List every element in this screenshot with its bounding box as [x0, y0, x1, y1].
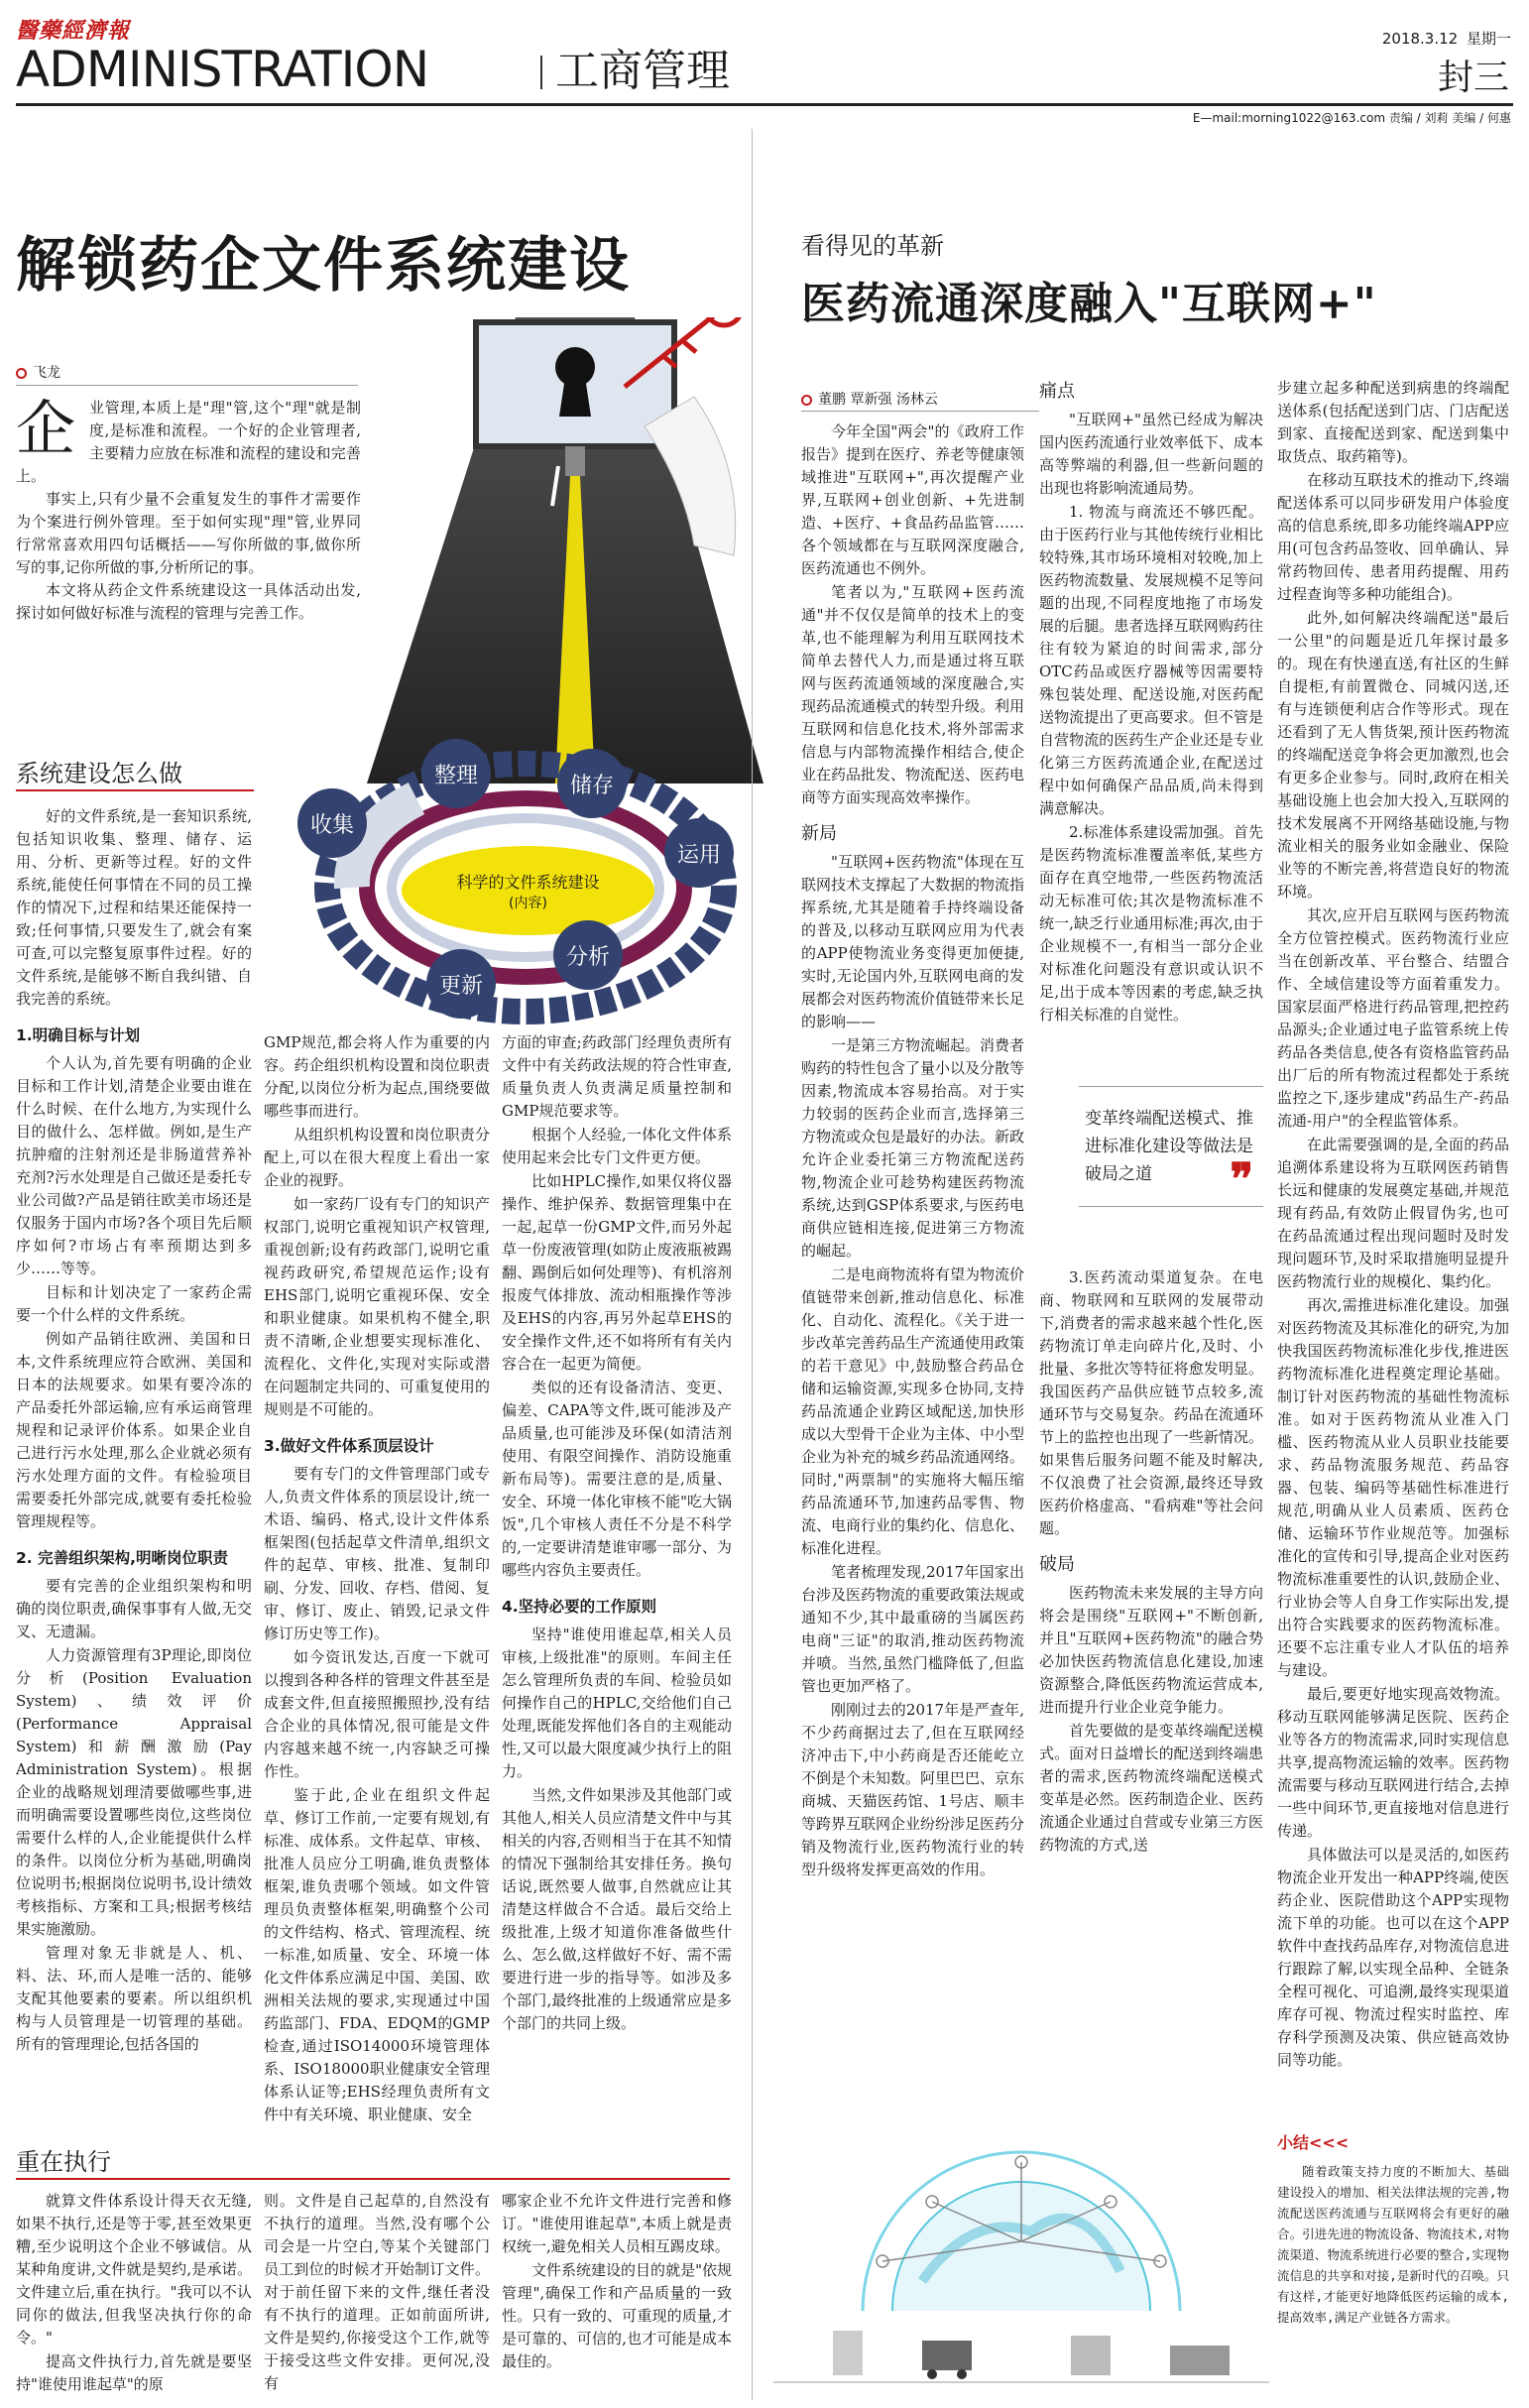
bottom-col-1: [16, 2190, 252, 2400]
section-english: ADMINISTRATION: [16, 41, 429, 98]
truck-icon: [922, 2341, 972, 2370]
stage-update: 更新: [426, 949, 496, 1019]
paragraph: 3.医药流动渠道复杂。在电商、物联网和互联网的发展带动下,消费者的需求越来越个性化,医药物流订单走向碎片化,及时、小批量、多批次等特征将愈发明显。我国医药产品供应链节点较多,流通环节与交易复杂。药品在流通环节上的监控也出现了一些新情况。如果售后服务问题不能及时解决,不仅浪费了社会资源,最终还导致医药价格虚高、"看病难"等社会问题。: [1039, 1268, 1263, 1537]
masthead-rule: [16, 103, 1513, 106]
paragraph: 就算文件体系设计得天衣无缝,如果不执行,还是等于零,甚至效果更糟,至少说明这个企业不够诚信。从某种角度讲,文件就是契约,是承诺。文件建立后,重在执行。"我可以不认同你的做法,但我坚决执行你的命令。": [16, 2192, 252, 2347]
paragraph: 从组织机构设置和岗位职责分配上,可以在很大程度上看出一家企业的视野。: [264, 1126, 490, 1189]
pull-quote: [1079, 1086, 1263, 1207]
section-header-execute: 重在执行: [16, 2148, 111, 2176]
paragraph: 类似的还有设备清洁、变更、偏差、CAPA等文件,既可能涉及产品质量,也可能涉及环保(如清洁剂使用、有限空间操作、消防设施重新布局等)。需要注意的是,质量、安全、环境一体化审核不能"吃大锅饭",几个审核人责任不分是不科学的,一定要讲清楚谁审哪一部分、为哪些内容负主要责任。: [502, 1379, 732, 1579]
left-lead: [16, 397, 361, 625]
section-header-rule-2: [16, 2178, 730, 2180]
paragraph: 首先要做的是变革终端配送模式。面对日益增长的配送到终端患者的需求,医药物流终端配送模式变革是必然。医药制造企业、医药流通企业通过自营或专业第三方医药物流的方式,送: [1039, 1722, 1263, 1854]
stage-analyze: 分析: [553, 920, 623, 990]
left-headline: 解锁药企文件系统建设: [16, 231, 631, 301]
globe-illustration: [773, 2093, 1269, 2405]
paragraph: 个人认为,首先要有明确的企业目标和工作计划,清楚企业要由谁在什么时候、在什么地方,为实现什么目的做什么、怎样做。例如,是生产抗肿瘤的注射剂还是非肠道营养补充剂?污水处理是自己做还是委托专业公司做?产品是销往欧美市场还是仅服务于国内市场?各个项目先后顺序如何?市场占有率预期达到多少……等等。: [16, 1054, 252, 1277]
bottom-col-3: [502, 2190, 732, 2400]
stage-organize: 整理: [421, 739, 491, 808]
stage-store: 储存: [557, 749, 627, 818]
paragraph: "互联网+医药物流"体现在互联网技术支撑起了大数据的物流指挥系统,尤其是随着手持终端设备的普及,以移动互联网应用为代表的APP使物流业务变得更加便捷,实时,无论国内外,互联网电商的发展都会对医药物流价值链带来长足的影响——: [801, 853, 1024, 1030]
summary-text: 随着政策支持力度的不断加大、基础建设投入的增加、相关法律法规的完善,物流配送医药流通与互联网将会有更好的融合。引进先进的物流设备、物流技术,对物流渠道、物流系统进行必要的整合,实现物流信息的共享和对接,是新时代的召唤。只有这样,才能更好地降低医药运输的成本,提高效率,满足产业链各方需求。: [1277, 2164, 1509, 2325]
subheading: 痛点: [1039, 381, 1075, 402]
paragraph: 哪家企业不允许文件进行完善和修订。"谁使用谁起草",本质上就是责权统一,避免相关人员相互踢皮球。: [502, 2192, 732, 2255]
page-number: 封三: [1437, 58, 1509, 98]
lead-first: 业管理,本质上是"理"管,这个"理"就是制度,是标准和流程。一个好的企业管理者,主要精力应放在标准和流程的建设和完善上。: [16, 399, 361, 485]
paragraph: 当然,文件如果涉及其他部门或其他人,相关人员应清楚文件中与其相关的内容,否则相当于在其不知情的情况下强制给其安排任务。换句话说,既然要人做事,自然就应让其清楚这样做合不合适。最后交给上级批准,上级才知道你准备做些什么、怎么做,这样做好不好、需不需要进行进一步的指导等。如涉及多个部门,最终批准的上级通常应是多个部门的共同上级。: [502, 1786, 732, 2032]
dropcap: 企: [16, 395, 75, 464]
weekday-text: 星期一: [1466, 30, 1511, 48]
box-icon: [1071, 2336, 1111, 2375]
medicine-bottle-icon: [833, 2331, 863, 2375]
section-header-rule: [16, 789, 254, 791]
paragraph: "互联网+"虽然已经成为解决国内医药流通行业效率低下、成本高等弊端的利器,但一些新问题的出现也将影响流通局势。: [1039, 411, 1263, 497]
cycle-diagram: [297, 739, 744, 1026]
diagram-center-sub: (内容): [509, 895, 547, 911]
paragraph: 最后,要更好地实现高效物流。移动互联网能够满足医院、医药企业等各方的物流需求,同时实现信息共享,提高物流运输的效率。医药物流需要与移动互联网进行结合,去掉一些中间环节,更直接地对信息进行传递。: [1277, 1685, 1509, 1840]
paragraph: 其次,应开启互联网与医药物流全方位管控模式。医药物流行业应当在创新改革、平台整合、结盟合作、全域信建设等方面着重发力。国家层面严格进行药品管理,把控药品源头;企业通过电子监管系统上传药品各类信息,使各有资格监管药品出厂后的所有物流过程都处于系统监控之下,逐步建成"药品生产-药品流通-用户"的全程监管体系。: [1277, 906, 1509, 1130]
paragraph: 具体做法可以是灵活的,如医药物流企业开发出一种APP终端,使医药企业、医院借助这个APP实现物流下单的功能。也可以在这个APP软件中查找药品库存,对物流信息进行跟踪了解,以实现全品种、全链条全程可视化、可追溯,最终实现渠道库存可视、物流过程实时监控、库存科学预测及决策、供应链高效协同等功能。: [1277, 1846, 1509, 2069]
paragraph: 再次,需推进标准化建设。加强对医药物流及其标准化的研究,为加快我国医药物流标准化步伐,推进医药物流标准化进程奠定理论基础。制订针对医药物流的基础性物流标准。如对于医药物流从业准入门槛、医药物流从业人员职业技能要求、药品物流服务规范、药品容器、包装、编码等基础性标准进行规范,明确从业人员素质、医药仓储、运输环节作业规范等。加强标准化的宣传和引导,提高企业对医药物流标准重要性的认识,鼓励企业、行业协会等人自身工作实际出发,提出符合实践要求的医药物流标准。还要不忘注重专业人才队伍的培养与建设。: [1277, 1296, 1509, 1679]
paragraph: 在移动互联技术的推动下,终端配送体系可以同步研发用户体验度高的信息系统,即多功能终端APP应用(可包含药品签收、回单确认、异常药物回传、患者用药提醒、用药过程查询等多种功能组合)。: [1277, 471, 1509, 603]
paragraph: GMP规范,都会将人作为重要的内容。药企组织机构设置和岗位职责分配,以岗位分析为起点,围绕要做哪些事而进行。: [264, 1033, 490, 1120]
paragraph: 一是第三方物流崛起。消费者购药的特性包含了量小以及分散等因素,物流成本容易抬高。对于实力较弱的医药企业而言,选择第三方物流或众包是最好的办法。新政允许企业委托第三方物流配送药物,物流企业可趁势构建医药物流系统,达到GSP体系要求,与医药电商供应链相连接,促进第三方物流的崛起。: [801, 1036, 1024, 1260]
summary-box: [1277, 2130, 1509, 2398]
pull-quote-text: 变革终端配送模式、推进标准化建设等做法是破局之道: [1085, 1109, 1253, 1184]
paragraph: 人力资源管理有3P理论,即岗位分析(Position Evaluation System)、绩效评价(Performance Appraisal System)和薪酬激励(Pay Administration System)。根据企业的战略规划理清要做哪些事,进而明确需要设置哪些岗位,这些岗位需要什么样的人,企业能提供什么样的条件。以岗位分析为基础,明确岗位说明书;根据岗位说明书,设计绩效考核指标、方案和工具;根据考核结果实施激励。: [16, 1646, 252, 1938]
subheading: 4.坚持必要的工作原则: [502, 1598, 657, 1616]
paragraph: 目标和计划决定了一家药企需要一个什么样的文件系统。: [16, 1283, 252, 1324]
paragraph: 二是电商物流将有望为物流价值链带来创新,推动信息化、标准化、自动化、流程化。《关于进一步改革完善药品生产流通使用政策的若干意见》中,鼓励整合药品仓储和运输资源,实现多仓协同,支持药品流通企业跨区域配送,加快形成以大型骨干企业为主体、中小型企业为补充的城乡药品流通网络。同时,"两票制"的实施将大幅压缩药品流通环节,加速药品零售、物流、电商行业的集约化、信息化、标准化进程。: [801, 1265, 1024, 1557]
paragraph: 步建立起多种配送到病患的终端配送体系(包括配送到门店、门店配送到家、直接配送到家、配送到集中取货点、取药箱等)。: [1277, 379, 1509, 465]
editor-line: E—mail:morning1022@163.com 责编 / 刘莉 美编 / 何惠: [1192, 111, 1511, 125]
section-header-system: 系统建设怎么做: [16, 760, 182, 787]
paragraph: 2.标准体系建设需加强。首先是医药物流标准覆盖率低,某些方面存在真空地带,一些医药物流活动无标准可依;其次是物流标准不统一,缺乏行业通用标准;再次,由于企业规模不一,有相当一部分企业对标准化问题没有意识或认识不足,出于成本等因素的考虑,缺乏执行相关标准的自觉性。: [1039, 823, 1263, 1023]
paragraph: 则。文件是自己起草的,自然没有不执行的道理。当然,没有哪个公司会是一片空白,等某个关键部门员工到位的时候才开始制订文件。对于前任留下来的文件,继任者没有不执行的道理。正如前面所讲,文件是契约,你接受这个工作,就等于接受这些文件安排。更何况,没有: [264, 2192, 490, 2392]
paragraph: 在此需要强调的是,全面的药品追溯体系建设将为互联网医药销售长远和健康的发展奠定基础,并规范现有药品,有效防止假冒伪劣,也可在药品流通过程出现问题时及时发现问题环节,及时采取措施明显提升医药物流行业的规模化、集约化。: [1277, 1136, 1509, 1290]
author-rule: [16, 385, 358, 386]
left-col-2: [264, 1031, 490, 2136]
right-col-2: [1039, 377, 1263, 2116]
paragraph: 根据个人经验,一体化文件体系使用起来会比专门文件更方便。: [502, 1126, 732, 1166]
paragraph: 笔者以为,"互联网+医药流通"并不仅仅是简单的技术上的变革,也不能理解为利用互联网技术简单去替代人力,而是通过将互联网与医药流通领域的深度融合,实现药品流通模式的转型升级。利用互联网和信息化技术,将外部需求信息与内部物流操作相结合,使企业在药品批发、物流配送、医药电商等方面实现高效率操作。: [801, 583, 1024, 806]
paragraph: 此外,如何解决终端配送"最后一公里"的问题是近几年探讨最多的。现在有快递直送,有社区的生鲜自提柜,有前置微仓、同城闪送,还有与连锁便利店合作等形式。现在还看到了无人售货架,预计医药物流的终端配送竞争将会更加激烈,也会有更多企业参与。同时,政府在相关基础设施上也会加大投入,互联网的技术发展离不开网络基础设施,与物流业相关的服务业如金融业、保险业等的不断完善,将营造良好的物流环境。: [1277, 609, 1509, 901]
left-author: 飞龙: [16, 362, 60, 382]
paragraph: 比如HPLC操作,如果仅将仪器操作、维护保养、数据管理集中在一起,起草一份GMP文件,而另外起草一份废液管理(如防止废液瓶被踢翻、踢倒后如何处理等)、有机溶剂报废气体排放、流动相瓶操作等涉及EHS的内容,再另外起草EHS的安全操作文件,还不如将所有有关内容合在一起更为简便。: [502, 1172, 732, 1373]
paragraph: 如今资讯发达,百度一下就可以搜到各种各样的管理文件甚至是成套文件,但直接照搬照抄,没有结合企业的具体情况,很可能是文件内容越来越不统一,内容缺乏可操作性。: [264, 1648, 490, 1780]
paragraph: 方面的审查;药政部门经理负责所有文件中有关药政法规的符合性审查,质量负责人负责满足质量控制和GMP规范要求等。: [502, 1033, 732, 1120]
subheading: 3.做好文件体系顶层设计: [264, 1437, 434, 1455]
summary-title: 小结<<<: [1277, 2133, 1350, 2152]
paragraph: 坚持"谁使用谁起草,相关人员审核,上级批准"的原则。车间主任怎么管理所负责的车间、检验员如何操作自己的HPLC,交给他们自己处理,既能发挥他们各自的主观能动性,又可以最大限度减少执行上的阻力。: [502, 1625, 732, 1780]
paragraph: 要有专门的文件管理部门或专人,负责文件体系的顶层设计,统一术语、编码、格式,设计文件体系框架图(包括起草文件清单,组织文件的起草、审核、批准、复制印刷、分发、回收、存档、借阅、复审、修订、废止、销毁,记录文件修订历史等工作)。: [264, 1465, 490, 1642]
left-col-1: [16, 805, 252, 2136]
subheading: 破局: [1039, 1554, 1075, 1575]
right-author-rule: [801, 411, 1039, 412]
right-headline: 医药流通深度融入"互联网+": [801, 279, 1377, 329]
author-marker-icon: [16, 368, 27, 379]
paragraph: 医药物流未来发展的主导方向将会是围绕"互联网+"不断创新,并且"互联网+医药物流"的融合势必加快医药物流信息化建设,加速资源整合,降低医药物流运营成本,进而提升行业企业竞争能力。: [1039, 1584, 1263, 1716]
paragraph: 笔者梳理发现,2017年国家出台涉及医药物流的重要政策法规或通知不少,其中最重磅的当属医药电商"三证"的取消,推动医药物流并喷。当然,虽然门槛降低了,但监管也更加严格了。: [801, 1563, 1024, 1695]
paragraph: 提高文件执行力,首先就是要坚持"谁使用谁起草"的原: [16, 2352, 252, 2393]
right-kicker: 看得见的革新: [801, 232, 944, 260]
paragraph: 鉴于此,企业在组织文件起草、修订工作前,一定要有规划,有标准、成体系。文件起草、审核、批准人员应分工明确,谁负责整体框架,谁负责哪个领域。如文件管理员负责整体框架,明确整个公司的文件结构、格式、管理流程、统一标准,如质量、安全、环境一体化文件体系应满足中国、美国、欧洲相关法规的要求,实现通过中国药监部门、FDA、EDQM的GMP检查,通过ISO14000环境管理体系、ISO18000职业健康安全管理体系认证等;EHS经理负责所有文件中有关环境、职业健康、安全: [264, 1786, 490, 2123]
masthead: [0, 0, 1529, 134]
quote-mark-icon: ❞: [1230, 1154, 1253, 1205]
subheading: 1.明确目标与计划: [16, 1026, 141, 1044]
subheading: 2. 完善组织架构,明晰岗位职责: [16, 1549, 228, 1567]
paragraph: 如一家药厂设有专门的知识产权部门,说明它重视知识产权管理,重视创新;设有药政部门,说明它重视药政研究,希望规范运作;设有EHS部门,说明它重视环保、安全和职业健康。如果机构不健全,职责不清晰,企业想要实现标准化、流程化、文件化,实现对实际或潜在问题制定共同的、可重复使用的规则是不可能的。: [264, 1195, 490, 1418]
section-divider: [540, 56, 542, 89]
paragraph: 好的文件系统,是一套知识系统,包括知识收集、整理、储存、运用、分析、更新等过程。好的文件系统,能使任何事情在不同的员工操作的情况下,过程和结果还能保持一致;任何事情,只要发生了,就会有案可查,可以完整复原事件过程。好的文件系统,是能够不断自我纠错、自我完善的系统。: [16, 807, 252, 1008]
paragraph: 今年全国"两会"的《政府工作报告》提到在医疗、养老等健康领域推进"互联网+",再次提醒产业界,互联网+创业创新、+先进制造、+医疗、+食品药品监管……各个领域都在与互联网深度融合,医药流通也不例外。: [801, 422, 1024, 577]
pills-icon: [1170, 2346, 1230, 2375]
paragraph: 文件系统建设的目的就是"依规管理",确保工作和产品质量的一致性。只有一致的、可重现的质量,才是可靠的、可信的,也才可能是成本最佳的。: [502, 2261, 732, 2370]
stage-collect: 收集: [297, 788, 367, 858]
keyhole-illustration: [367, 317, 764, 783]
stage-apply: 运用: [664, 818, 734, 888]
right-col-3: [1277, 377, 1509, 2127]
bottom-col-2: [264, 2190, 490, 2400]
issue-date: [1382, 28, 1511, 49]
paragraph: 1. 物流与商流还不够匹配。由于医药行业与其他传统行业相比较特殊,其市场环境相对较晚,加上医药物流数量、发展规模不足等问题的出现,不同程度地拖了市场发展的后腿。患者选择互联网购药往往有较为紧迫的时间需求,部分OTC药品或医疗器械等因需要特殊包装处理、配送设施,对医药配送物流提出了更高要求。但不管是自营物流的医药生产企业还是专业化第三方医药流通企业,在配送过程中如何确保产品品质,尚未得到满意解决。: [1039, 503, 1263, 817]
paragraph: 管理对象无非就是人、机、料、法、环,而人是唯一活的、能够支配其他要素的要素。所以组织机构与人员管理是一切管理的基础。所有的管理理论,包括各国的: [16, 1944, 252, 2053]
paragraph: 例如产品销往欧洲、美国和日本,文件系统理应符合欧洲、美国和日本的法规要求。如果有要冷冻的产品委托外部运输,应有承运商管理规程和记录评价体系。如果企业自己进行污水处理,那么企业就必须有污水处理方面的文件。有检验项目需要委托外部完成,就要有委托检验管理规程等。: [16, 1330, 252, 1530]
lead-p2: 本文将从药企文件系统建设这一具体活动出发,探讨如何做好标准与流程的管理与完善工作。: [16, 581, 361, 622]
date-text: 2018.3.12: [1381, 30, 1459, 48]
right-authors: 董鹏 覃新强 汤林云: [801, 389, 938, 409]
left-col-3: [502, 1031, 732, 2136]
lead-p1: 事实上,只有少量不会重复发生的事件才需要作为个案进行例外管理。至于如何实现"理"管,业界同行常常喜欢用四句话概括——写你所做的事,做你所写的事,记你所做的事,分析所记的事。: [16, 490, 361, 576]
article-divider: [752, 129, 753, 2400]
right-col-1: [801, 421, 1024, 2116]
paragraph: 要有完善的企业组织架构和明确的岗位职责,确保事事有人做,无交叉、无遗漏。: [16, 1577, 252, 1640]
section-chinese: 工商管理: [555, 46, 730, 96]
diagram-center-title: 科学的文件系统建设: [456, 872, 600, 892]
paper-logo: 醫藥經濟報: [16, 18, 131, 44]
paragraph: 刚刚过去的2017年是严查年,不少药商据过去了,但在互联网经济冲击下,中小药商是否还能屹立不倒是个未知数。阿里巴巴、京东商城、天猫医药馆、1号店、顺丰等跨界互联网企业纷纷涉足医药分销及物流行业,医药物流行业的转型升级将发挥更高效的作用。: [801, 1701, 1024, 1878]
subheading: 新局: [801, 823, 837, 844]
author-marker-icon: [801, 395, 812, 406]
diagram-center: [402, 846, 654, 935]
